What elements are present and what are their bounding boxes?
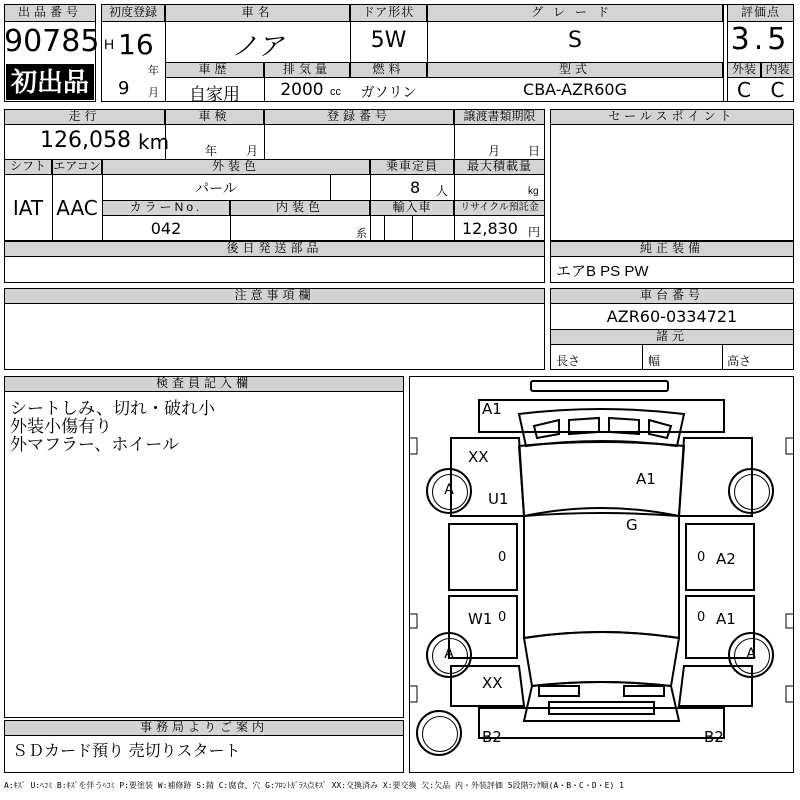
- spare-wheel: [416, 710, 462, 756]
- inspector-line-3: 外マフラー、ホイール: [10, 435, 179, 454]
- office-label: 事務局よりご案内: [4, 720, 404, 736]
- damage-mark: A1: [716, 610, 736, 628]
- shift: IAT: [12, 196, 44, 220]
- damage-mark: 0: [498, 610, 507, 625]
- exterior-label: 外装: [727, 62, 761, 78]
- equipment-label: 純正装備: [550, 241, 794, 257]
- fuel-label: 燃料: [350, 62, 427, 78]
- wheel-mark: A: [746, 646, 756, 662]
- era: H: [104, 36, 115, 52]
- history: 自家用: [189, 85, 240, 105]
- capacity-label: 乗車定員: [370, 159, 454, 175]
- legend: A:ｷｽﾞ U:ﾍｺﾐ B:ｷｽﾞを伴うﾍｺﾐ P:要塗装 W:補修跡 S:錆 C:腐食、穴 G:ﾌﾛﾝﾄｶﾞﾗｽ点ｷｽﾞ XX:交換済み X:要交換 欠:欠品 内・外装評価 5段階ﾗﾝｸ順(A・B・C・D・E) 1: [4, 781, 624, 790]
- recycle-fee: 12,830: [462, 219, 518, 238]
- load-unit: kg: [528, 186, 539, 197]
- damage-mark: A1: [636, 470, 656, 488]
- recycle-unit: 円: [528, 225, 541, 239]
- inspection-year-unit: 年: [205, 144, 218, 158]
- model: CBA-AZR60G: [523, 80, 627, 99]
- year-unit: 年: [148, 65, 159, 77]
- front-left-wheel: [426, 468, 472, 514]
- inspector-label: 検査員記入欄: [4, 376, 404, 392]
- chassis-label: 車台番号: [550, 288, 794, 304]
- damage-mark: B2: [482, 728, 502, 746]
- chassis-number: AZR60-0334721: [606, 307, 738, 326]
- ac-label: エアコン: [53, 159, 101, 173]
- displacement: 2000: [280, 80, 324, 100]
- transfer-day-unit: 日: [528, 144, 541, 158]
- car-name-label: 車名: [165, 4, 350, 22]
- door-label: ドア形状: [350, 4, 427, 22]
- int-color-label: 内装色: [230, 200, 370, 216]
- import-label: 輸入車: [370, 200, 454, 216]
- damage-mark: A2: [716, 550, 736, 568]
- damage-mark: B2: [704, 728, 724, 746]
- length-label: 長さ: [556, 354, 581, 368]
- int-color-suffix: 系: [356, 228, 367, 240]
- inspection-month-unit: 月: [246, 144, 259, 158]
- damage-mark: XX: [468, 448, 489, 466]
- color-no: 042: [150, 219, 182, 238]
- damage-mark: G: [626, 516, 638, 534]
- color-no-label: カラーNo.: [102, 200, 230, 216]
- inspector-line-1: シートしみ、切れ・破れ小: [10, 399, 216, 418]
- door-type: 5W: [370, 28, 407, 53]
- equipment-value: エアB PS PW: [556, 263, 649, 280]
- mileage-unit: km: [138, 130, 170, 154]
- history-label: 車歴: [165, 62, 264, 78]
- recycle-label: リサイクル預託金: [454, 200, 545, 216]
- displacement-unit: cc: [330, 86, 341, 98]
- interior-score: C: [770, 78, 785, 102]
- damage-mark: U1: [488, 490, 509, 508]
- damage-mark: 0: [697, 550, 706, 565]
- wheel-mark: A: [444, 646, 454, 662]
- exterior-score: C: [737, 78, 751, 102]
- damage-mark: A1: [482, 400, 502, 418]
- color: パール: [195, 181, 237, 197]
- damage-mark: W1: [468, 610, 493, 628]
- first-listing-badge: 初出品: [6, 64, 94, 100]
- fuel: ガソリン: [360, 85, 417, 101]
- damage-mark: 0: [697, 610, 706, 625]
- front-right-wheel: [728, 468, 774, 514]
- width-label: 幅: [648, 354, 661, 368]
- height-label: 高さ: [727, 354, 752, 368]
- score-label: 評価点: [727, 4, 794, 22]
- damage-mark: 0: [498, 550, 507, 565]
- inspection-label: 車検: [165, 109, 264, 125]
- score: 3.5: [730, 22, 791, 57]
- car-outline: [409, 376, 794, 773]
- model-label: 型式: [427, 62, 723, 78]
- load-label: 最大積載量: [454, 159, 545, 175]
- capacity-unit: 人: [436, 184, 449, 198]
- grade-label: グレード: [427, 4, 723, 22]
- shift-label: シフト: [4, 159, 52, 175]
- car-name: ノア: [231, 32, 284, 62]
- sales-points-label: セールスポイント: [550, 109, 794, 125]
- damage-mark: XX: [482, 674, 503, 692]
- color-label: 外装色: [102, 159, 370, 175]
- month-unit: 月: [148, 87, 159, 99]
- sales-points-box: [550, 109, 794, 241]
- transfer-month-unit: 月: [488, 144, 501, 158]
- mileage-label: 走行: [4, 109, 165, 125]
- rear-right-wheel: [728, 632, 774, 678]
- interior-label: 内装: [761, 62, 794, 78]
- mileage: 126,058: [40, 128, 131, 153]
- lot-number: 90785: [4, 24, 100, 59]
- reg-label: 登録番号: [264, 109, 454, 125]
- capacity: 8: [410, 178, 421, 197]
- first-reg-label: 初度登録: [101, 4, 165, 22]
- first-reg-year: 16: [118, 28, 154, 61]
- later-parts-label: 後日発送部品: [4, 241, 545, 257]
- rear-left-wheel: [426, 632, 472, 678]
- transfer-label: 譲渡書類期限: [454, 109, 545, 125]
- displacement-label: 排気量: [264, 62, 350, 78]
- first-reg-month: 9: [118, 78, 130, 99]
- dims-label: 諸元: [550, 329, 794, 345]
- ac: AAC: [56, 196, 98, 220]
- office-text: ＳＤカード預り 売切りスタート: [12, 743, 241, 760]
- grade: S: [568, 28, 582, 53]
- inspector-line-2: 外装小傷有り: [10, 417, 112, 436]
- notes-label: 注意事項欄: [4, 288, 545, 304]
- wheel-mark: A: [444, 482, 454, 498]
- lot-label: 出品番号: [4, 4, 96, 22]
